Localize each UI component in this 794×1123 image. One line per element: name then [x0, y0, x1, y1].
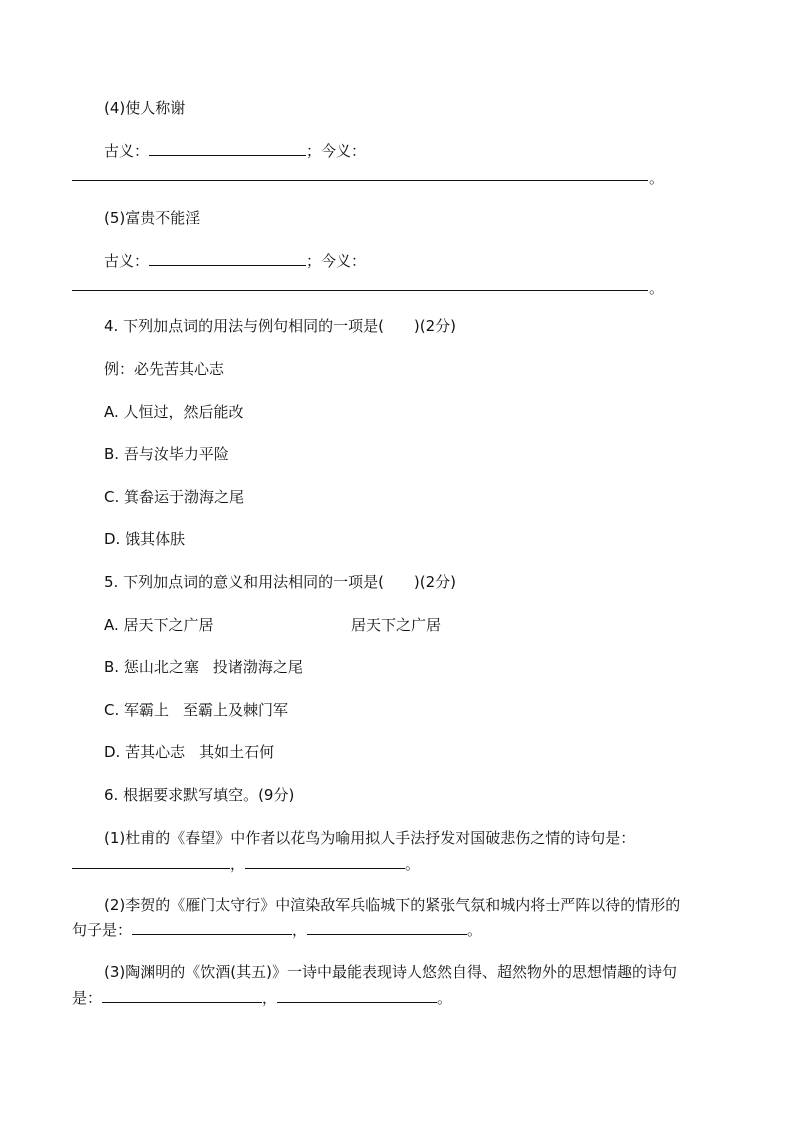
q5-option-c[interactable]: [104, 700, 288, 720]
q4-stem: 4. 下列加点词的用法与例句相同的一项是( )(2分): [104, 317, 457, 335]
q4-example: 例：必先苦其心志: [104, 360, 225, 378]
answer-blank[interactable]: [307, 920, 467, 935]
end-punct: 。: [649, 279, 665, 297]
option-left: B. 惩山北之塞: [104, 658, 199, 676]
option-left: C. 军霸上: [104, 701, 170, 719]
q5-option-a[interactable]: [104, 615, 214, 635]
end-punct: 。: [405, 855, 421, 873]
option-left: D. 苦其心志: [104, 743, 186, 761]
gu-blank[interactable]: [149, 251, 306, 266]
gu-blank[interactable]: [149, 141, 306, 156]
q4-option-b[interactable]: B. 吾与汝毕力平险: [104, 445, 229, 463]
q5-option-d[interactable]: [104, 742, 274, 762]
q5-stem: 5. 下列加点词的意义和用法相同的一项是( )(2分): [104, 573, 457, 591]
q6-p2: (2)李贺的《雁门太守行》中渲染敌军兵临城下的紧张气氛和城内将士严阵以待的情形的: [104, 896, 681, 914]
q6-p1-answers: [72, 854, 420, 874]
option-right: 投诸渤海之尾: [212, 658, 303, 676]
q6-p3: (3)陶渊明的《饮酒(其五)》一诗中最能表现诗人悠然自得、超然物外的思想情趣的诗句: [104, 963, 677, 981]
gu-label: 古义：: [104, 142, 150, 160]
answer-blank[interactable]: [277, 988, 437, 1003]
q6-stem: 6. 根据要求默写填空。(9分): [104, 786, 295, 804]
end-punct: 。: [437, 989, 453, 1007]
jin-blank[interactable]: [72, 290, 648, 291]
q6-p2-answers: [72, 920, 482, 940]
comma: ，: [262, 989, 278, 1007]
q6-p3-answers: [72, 988, 452, 1008]
answer-blank[interactable]: [102, 988, 262, 1003]
jin-label: ；今义：: [306, 142, 367, 160]
answer-blank[interactable]: [245, 854, 405, 869]
answer-blank[interactable]: [72, 854, 230, 869]
q6-p1: (1)杜甫的《春望》中作者以花鸟为喻用拟人手法抒发对国破悲伤之情的诗句是：: [104, 829, 636, 847]
gu-label: 古义：: [104, 252, 150, 270]
answer-blank[interactable]: [132, 920, 292, 935]
q4-option-a[interactable]: A. 人恒过，然后能改: [104, 403, 244, 421]
q4-option-c[interactable]: C. 箕畚运于渤海之尾: [104, 488, 245, 506]
q4-option-d[interactable]: D. 饿其体肤: [104, 530, 186, 548]
item4-answer-line: [104, 141, 366, 161]
option-right: 其如土石何: [199, 743, 275, 761]
end-punct: 。: [649, 169, 665, 187]
comma: ，: [230, 855, 246, 873]
item5-label: (5)富贵不能淫: [104, 209, 201, 227]
end-punct: 。: [467, 921, 483, 939]
p3-lead: 是：: [72, 989, 103, 1007]
p2-lead: 句子是：: [72, 921, 133, 939]
q5-option-b[interactable]: [104, 657, 303, 677]
jin-blank[interactable]: [72, 180, 648, 181]
q5-option-a-right: 居天下之广居: [351, 616, 442, 634]
jin-label: ；今义：: [306, 252, 367, 270]
item4-label: (4)使人称谢: [104, 99, 186, 117]
option-right: 至霸上及棘门军: [183, 701, 289, 719]
option-left: A. 居天下之广居: [104, 616, 214, 634]
comma: ，: [292, 921, 308, 939]
item5-answer-line: [104, 251, 366, 271]
